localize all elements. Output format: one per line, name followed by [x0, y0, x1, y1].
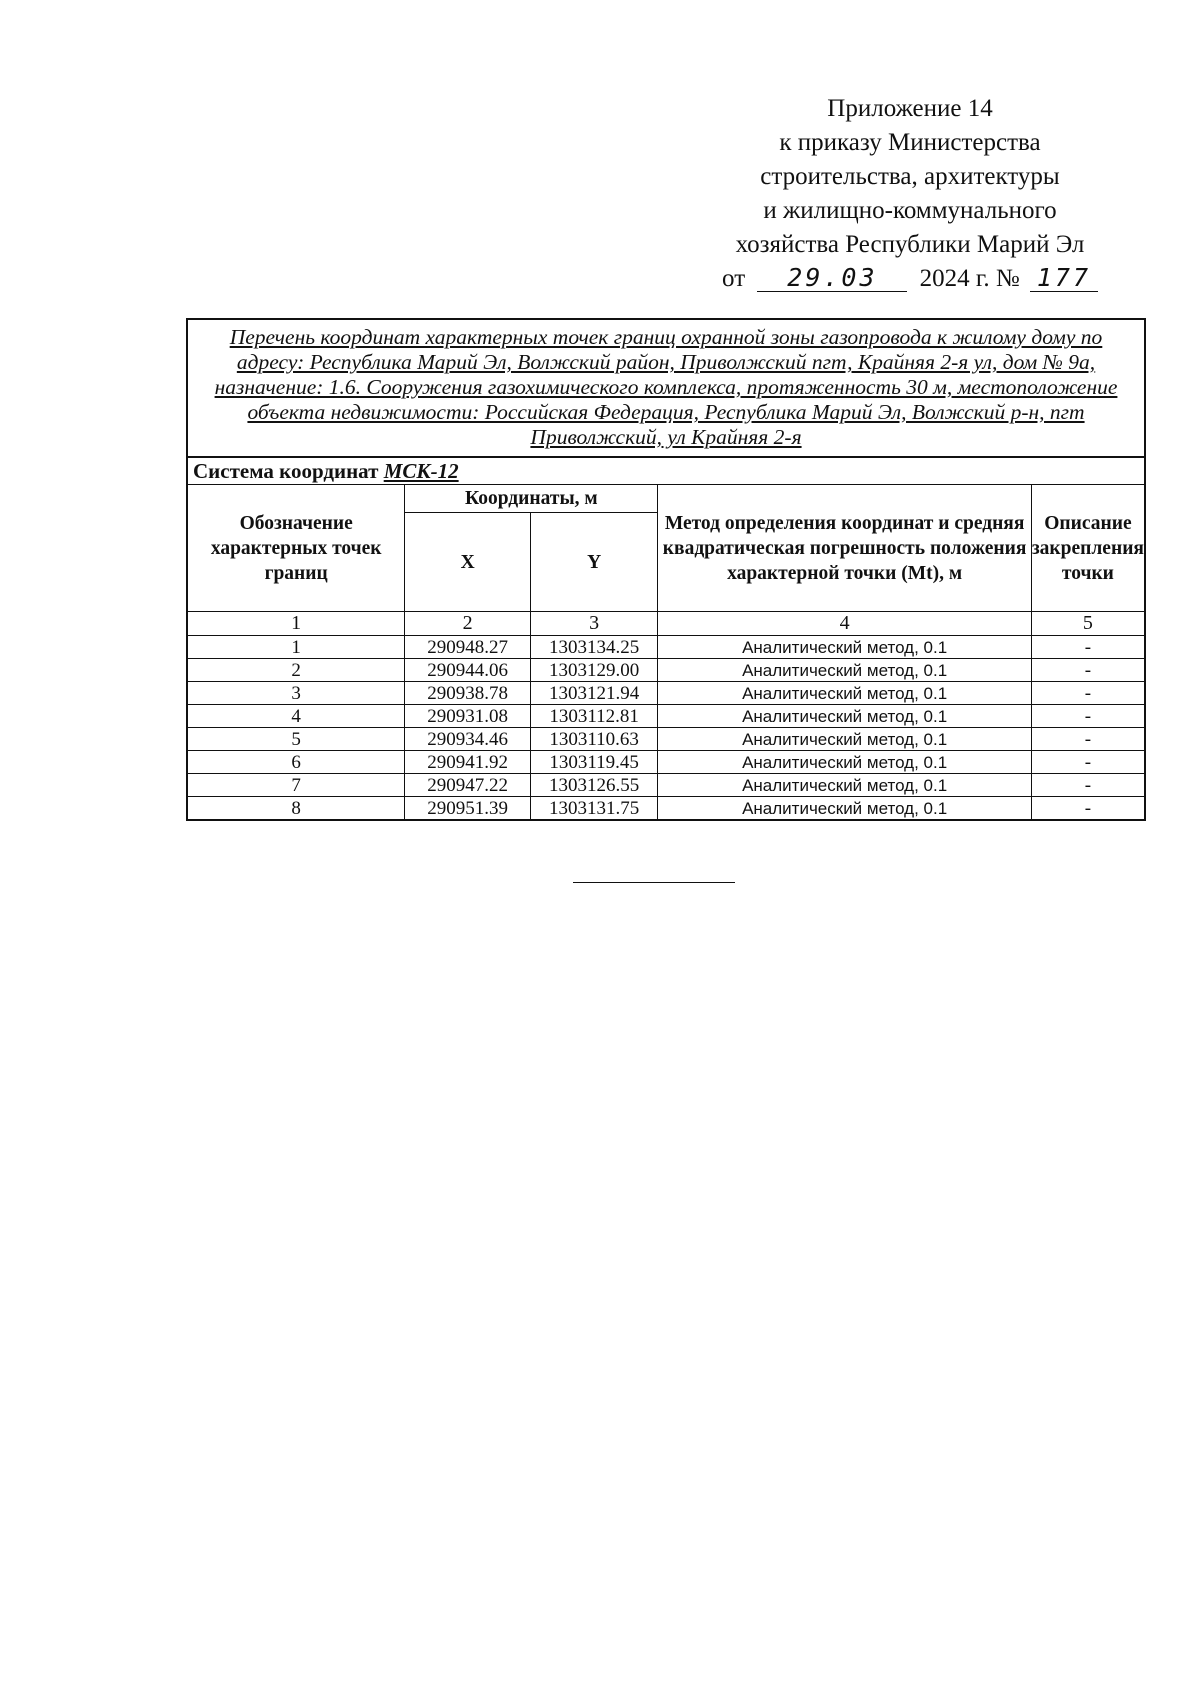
table-row: [187, 751, 1145, 774]
point-number: 5: [187, 728, 405, 751]
method-cell: Аналитический метод, 0.1: [658, 705, 1031, 728]
table-row: [187, 705, 1145, 728]
header-description: Описание закрепления точки: [1031, 485, 1145, 612]
point-number: 8: [187, 797, 405, 821]
column-number: 2: [405, 612, 531, 636]
point-number: 2: [187, 659, 405, 682]
y-coordinate: 1303129.00: [530, 659, 658, 682]
appendix-title: Приложение 14: [827, 95, 993, 122]
y-coordinate: 1303119.45: [530, 751, 658, 774]
column-number: 1: [187, 612, 405, 636]
y-coordinate: 1303134.25: [530, 636, 658, 659]
x-coordinate: 290948.27: [405, 636, 531, 659]
column-number-row: [187, 612, 1145, 636]
description-cell: -: [1031, 751, 1145, 774]
header-coordinates: Координаты, м: [405, 485, 658, 513]
table-row: [187, 728, 1145, 751]
coordinate-system-label: Система координат: [193, 458, 379, 483]
table-row: [187, 659, 1145, 682]
header-method: Метод определения координат и средняя квадратическая погрешность положения характерной точки (Mt), м: [658, 485, 1031, 612]
x-coordinate: 290947.22: [405, 774, 531, 797]
x-coordinate: 290934.46: [405, 728, 531, 751]
column-number: 3: [530, 612, 658, 636]
y-coordinate: 1303131.75: [530, 797, 658, 821]
ministry-line-3: хозяйства Республики Марий Эл: [735, 231, 1085, 258]
header-x: X: [405, 513, 531, 612]
order-reference-line: к приказу Министерства: [779, 129, 1041, 156]
description-cell: -: [1031, 659, 1145, 682]
method-cell: Аналитический метод, 0.1: [658, 774, 1031, 797]
date-prefix: от: [722, 265, 746, 292]
document-header: [690, 92, 1130, 296]
ministry-line-2: и жилищно-коммунального: [763, 197, 1057, 224]
y-coordinate: 1303112.81: [530, 705, 658, 728]
method-cell: Аналитический метод, 0.1: [658, 636, 1031, 659]
y-coordinate: 1303110.63: [530, 728, 658, 751]
y-coordinate: 1303121.94: [530, 682, 658, 705]
column-number: 4: [658, 612, 1031, 636]
point-number: 4: [187, 705, 405, 728]
description-cell: -: [1031, 728, 1145, 751]
description-cell: -: [1031, 797, 1145, 821]
point-number: 1: [187, 636, 405, 659]
y-coordinate: 1303126.55: [530, 774, 658, 797]
method-cell: Аналитический метод, 0.1: [658, 728, 1031, 751]
header-designation: Обозначение характерных точек границ: [187, 485, 405, 612]
year-and-number-label: 2024 г. №: [919, 265, 1020, 292]
table-row: [187, 636, 1145, 659]
x-coordinate: 290944.06: [405, 659, 531, 682]
x-coordinate: 290941.92: [405, 751, 531, 774]
header-y: Y: [530, 513, 658, 612]
description-cell: -: [1031, 682, 1145, 705]
x-coordinate: 290951.39: [405, 797, 531, 821]
coordinate-system-value: МСК-12: [383, 458, 459, 483]
table-row: [187, 774, 1145, 797]
handwritten-date: 29.03: [757, 265, 907, 292]
table-row: [187, 682, 1145, 705]
method-cell: Аналитический метод, 0.1: [658, 751, 1031, 774]
table-title: Перечень координат характерных точек границ охранной зоны газопровода к жилому дому по адресу: Республика Марий Эл, Волжский район, Приволжский пгт, Крайняя 2-я ул, дом № 9а, назначение: 1.6. Сооружения газохимического комплекса, протяженность 30 м, местоположение объекта недвижимости: Российская Федерация, Республика Марий Эл, Волжский р-н, пгт Приволжский, ул Крайняя 2-я: [187, 319, 1145, 457]
coordinates-table: [186, 318, 1146, 821]
point-number: 7: [187, 774, 405, 797]
method-cell: Аналитический метод, 0.1: [658, 682, 1031, 705]
column-number: 5: [1031, 612, 1145, 636]
ministry-line-1: строительства, архитектуры: [760, 163, 1060, 190]
point-number: 6: [187, 751, 405, 774]
order-date-line: [690, 262, 1130, 296]
x-coordinate: 290931.08: [405, 705, 531, 728]
table-row: [187, 797, 1145, 821]
point-number: 3: [187, 682, 405, 705]
end-of-document-rule: [573, 882, 735, 883]
method-cell: Аналитический метод, 0.1: [658, 659, 1031, 682]
x-coordinate: 290938.78: [405, 682, 531, 705]
coordinate-system: [187, 457, 1145, 485]
description-cell: -: [1031, 636, 1145, 659]
description-cell: -: [1031, 705, 1145, 728]
handwritten-order-number: 177: [1030, 265, 1098, 292]
description-cell: -: [1031, 774, 1145, 797]
method-cell: Аналитический метод, 0.1: [658, 797, 1031, 821]
